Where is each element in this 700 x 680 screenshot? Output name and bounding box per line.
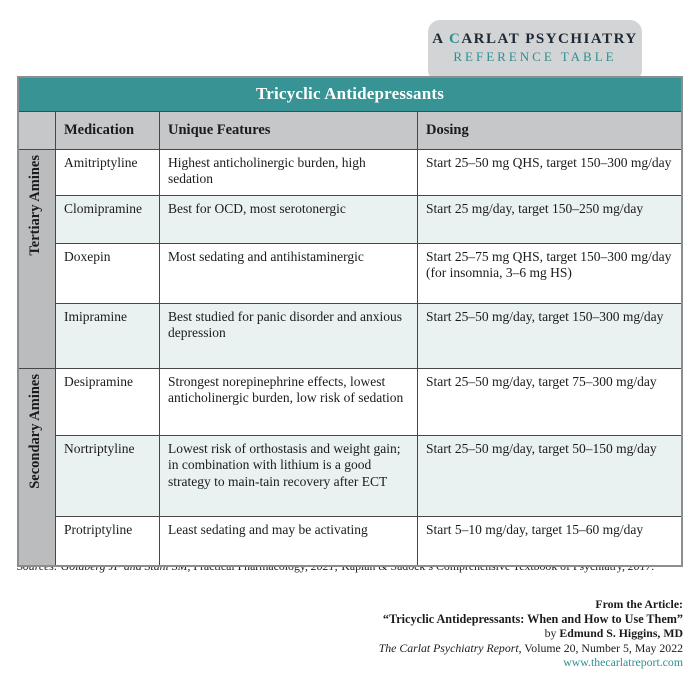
attribution-block	[379, 597, 683, 670]
attribution-author-line	[379, 626, 683, 641]
unique-features-cell: Lowest risk of orthostasis and weight gain; in combination with lithium is a good strategy to main-tain recovery after ECT	[160, 436, 418, 517]
table-row	[18, 517, 682, 566]
attribution-journal-rest: , Volume 20, Number 5, May 2022	[518, 640, 683, 655]
badge-title	[428, 31, 642, 48]
unique-features-cell: Best studied for panic disorder and anxious depression	[160, 304, 418, 369]
badge-title-rest: ARLAT PSYCHIATRY	[461, 31, 638, 47]
table-row	[18, 304, 682, 369]
attribution-article-title: “Tricyclic Antidepressants: When and How to Use Them”	[382, 611, 683, 626]
group-label: Tertiary Amines	[27, 155, 43, 256]
table-row	[18, 436, 682, 517]
table-row	[18, 150, 682, 196]
attribution-author-name: Edmund S. Higgins, MD	[559, 626, 683, 640]
table-row	[18, 244, 682, 304]
unique-features-cell: Best for OCD, most serotonergic	[160, 196, 418, 244]
table-body	[18, 150, 682, 566]
unique-features-cell: Least sedating and may be activating	[160, 517, 418, 566]
unique-features-cell: Most sedating and antihistaminergic	[160, 244, 418, 304]
medication-cell: Imipramine	[56, 304, 160, 369]
attribution-url[interactable]: www.thecarlatreport.com	[563, 655, 683, 669]
table-row	[18, 369, 682, 436]
medication-cell: Desipramine	[56, 369, 160, 436]
header-dosing: Dosing	[418, 112, 683, 150]
attribution-journal-line	[379, 641, 683, 656]
group-label: Secondary Amines	[27, 374, 43, 489]
dosing-cell: Start 25 mg/day, target 150–250 mg/day	[418, 196, 683, 244]
dosing-cell: Start 25–50 mg/day, target 75–300 mg/day	[418, 369, 683, 436]
tca-table	[17, 76, 683, 567]
badge-title-prefix: A	[432, 31, 449, 47]
attribution-from: From the Article:	[595, 597, 683, 611]
table-header-row	[18, 112, 682, 150]
badge-title-highlight: C	[449, 31, 462, 47]
table-title: Tricyclic Antidepressants	[18, 77, 682, 112]
dosing-cell: Start 25–75 mg QHS, target 150–300 mg/day (for insomnia, 3–6 mg HS)	[418, 244, 683, 304]
table-title-row	[18, 77, 682, 112]
header-medication: Medication	[56, 112, 160, 150]
unique-features-cell: Strongest norepinephrine effects, lowest anticholinergic burden, low risk of sedation	[160, 369, 418, 436]
medication-cell: Nortriptyline	[56, 436, 160, 517]
carlat-badge	[428, 20, 642, 82]
medication-cell: Protriptyline	[56, 517, 160, 566]
dosing-cell: Start 25–50 mg QHS, target 150–300 mg/day	[418, 150, 683, 196]
dosing-cell: Start 25–50 mg/day, target 50–150 mg/day	[418, 436, 683, 517]
group-label-cell	[18, 369, 56, 566]
dosing-cell: Start 5–10 mg/day, target 15–60 mg/day	[418, 517, 683, 566]
header-group-spacer	[18, 112, 56, 150]
reference-table-container	[17, 76, 683, 567]
attribution-by-prefix: by	[544, 626, 560, 640]
header-unique-features: Unique Features	[160, 112, 418, 150]
dosing-cell: Start 25–50 mg/day, target 150–300 mg/day	[418, 304, 683, 369]
unique-features-cell: Highest anticholinergic burden, high sedation	[160, 150, 418, 196]
badge-subtitle: REFERENCE TABLE	[453, 49, 617, 64]
group-label-cell	[18, 150, 56, 369]
medication-cell: Doxepin	[56, 244, 160, 304]
medication-cell: Amitriptyline	[56, 150, 160, 196]
medication-cell: Clomipramine	[56, 196, 160, 244]
attribution-journal-name: The Carlat Psychiatry Report	[378, 640, 519, 655]
table-row	[18, 196, 682, 244]
